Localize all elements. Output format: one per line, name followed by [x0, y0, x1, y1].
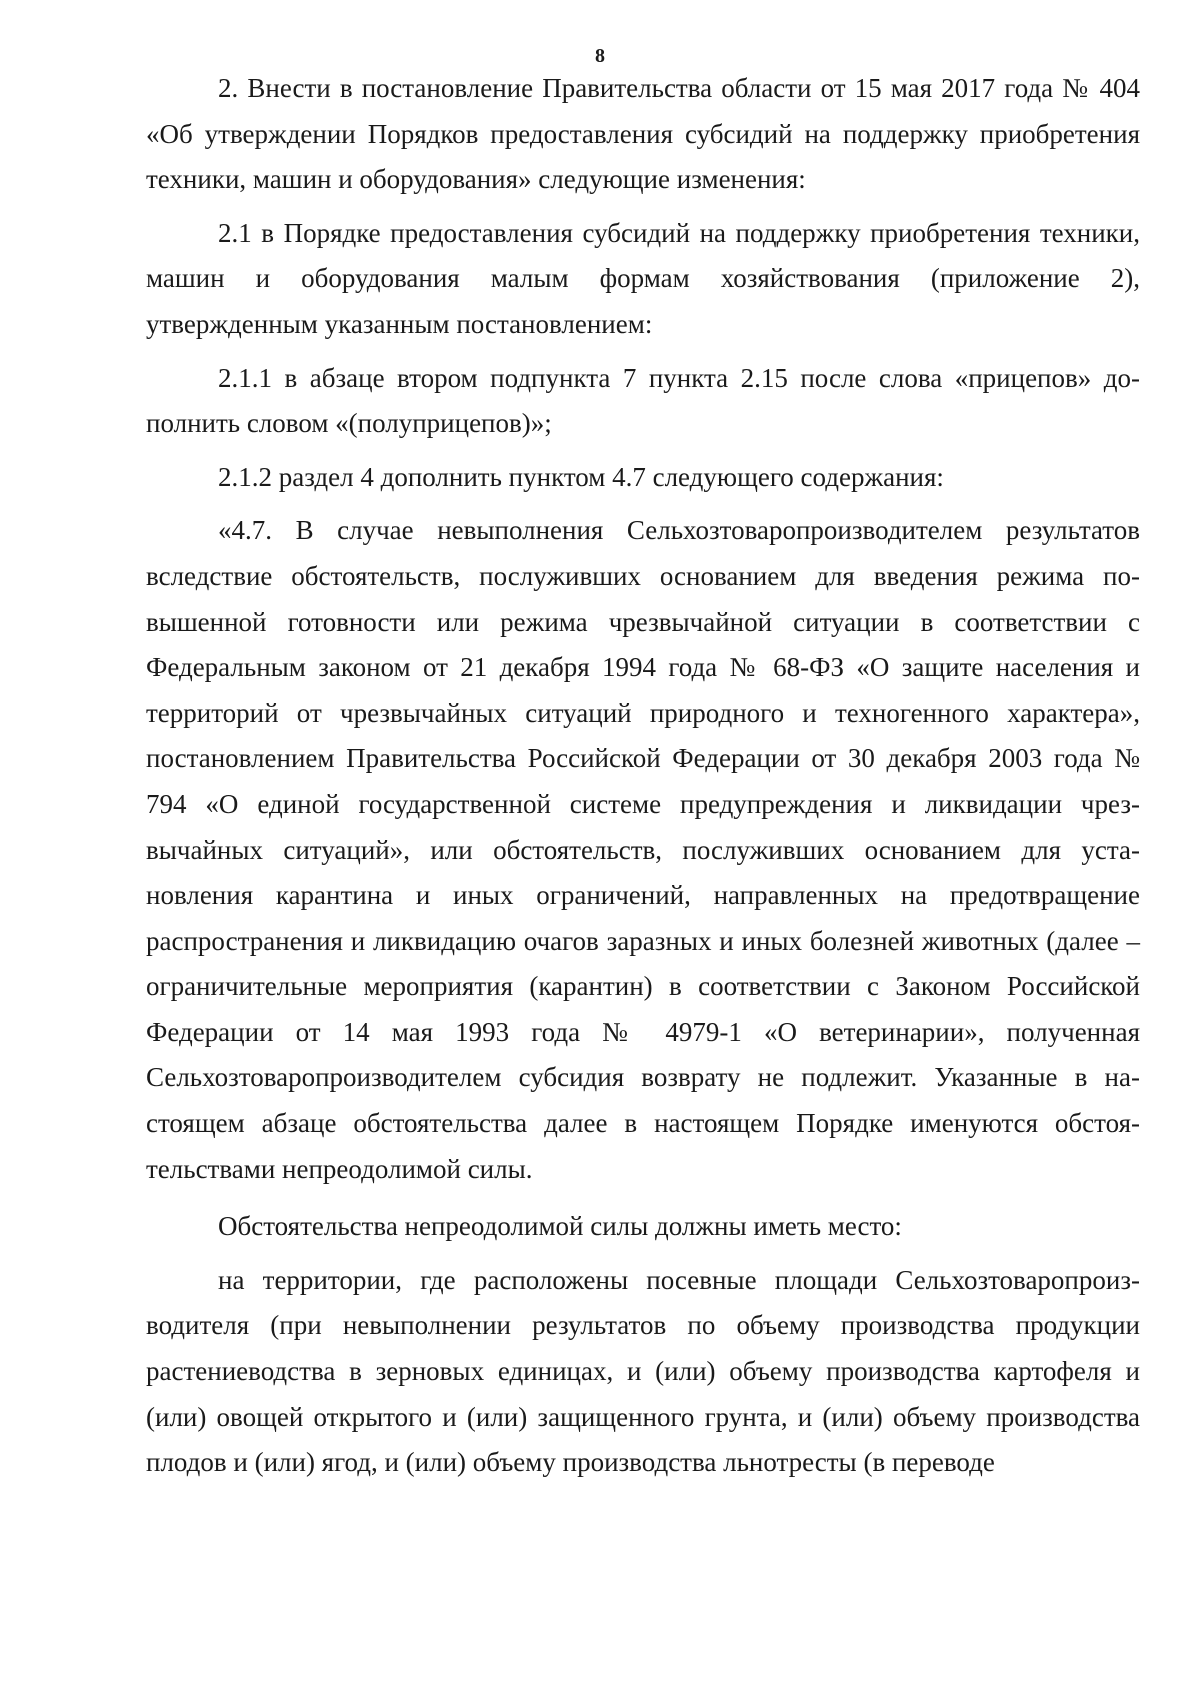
paragraph-4-7: «4.7. В случае невыполнения Сельхозтоваропроизводителем результатов вследствие обстоятельств, послуживших основанием для введения режима повышенной готовности или режима чрезвычайной ситуации в соответствии с Федеральным законом от 21 декабря 1994 года № 68-ФЗ «О защите населения и территорий от чрезвычайных ситуаций природного и техногенного характера», постановлением Правительства Российской Федерации от 30 декабря 2003 года № 794 «О единой государственной системе предупреждения и ликвидации чрезвычайных ситуаций», или обстоятельств, послуживших основанием для установления карантина и иных ограничений, направленных на предотвращение распространения и ликвидацию очагов заразных и иных болезней животных (далее – ограничительные мероприятия (карантин) в соответствии с Законом Российской Федерации от 14 мая 1993 года № 4979-1 «О ветеринарии», полученная Сельхозтоваропроизводителем субсидия возврату не подлежит. Указанные в настоящем абзаце обстоятельства далее в настоящем Порядке именуются обстоятельствами непреодолимой силы. [146, 515, 1140, 1184]
paragraph-2-1: 2.1 в Порядке предоставления субсидий на поддержку приобретения техники, машин и оборудования малым формам хозяйствования (приложение 2), утвержденным указанным постановлением: [146, 217, 1140, 339]
paragraph-territory: на территории, где расположены посевные площади Сельхозтоваропроизводителя (при невыполнении результатов по объему производства продукции растениеводства в зерновых единицах, и (или) объему производства картофеля и (или) овощей открытого и (или) защищенного грунта, и (или) объему производства плодов и (или) ягод, и (или) объему производства льнотресты (в переводе [146, 1264, 1140, 1478]
paragraph-2-1-1: 2.1.1 в абзаце втором подпункта 7 пункта 2.15 после слова «прицепов» дополнить словом «(полуприцепов)»; [146, 362, 1140, 439]
paragraph-gap [146, 1192, 1140, 1204]
page-number: 8 [595, 45, 605, 67]
paragraph-amendment-intro: 2. Внести в постановление Правительства области от 15 мая 2017 года № 404 «Об утверждении Порядков предоставления субсидий на поддержку приобретения техники, машин и оборудования» следующие изменения: [146, 73, 1140, 195]
document-body [146, 66, 1140, 1494]
paragraph-force-majeure-place: Обстоятельства непреодолимой силы должны иметь место: [218, 1211, 902, 1242]
paragraph-2-1-2: 2.1.2 раздел 4 дополнить пунктом 4.7 следующего содержания: [218, 461, 944, 492]
